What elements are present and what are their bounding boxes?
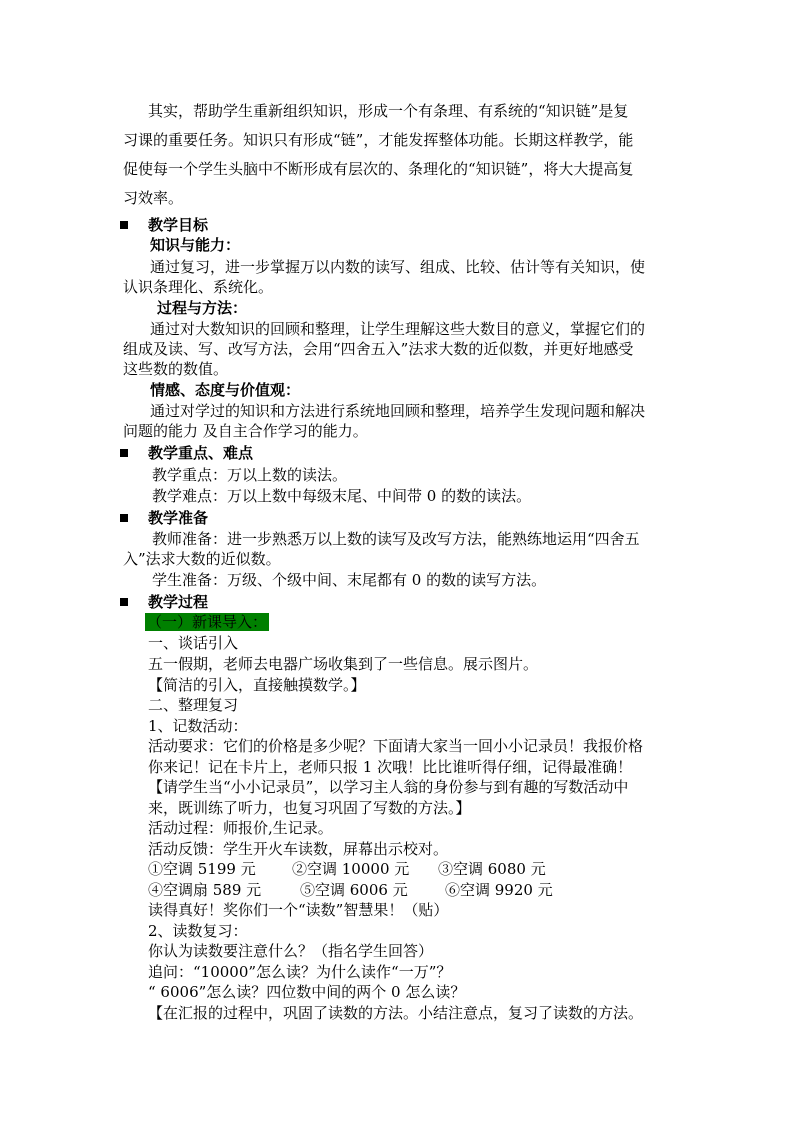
process-text-line: 追问：“10000”怎么读？为什么读作“一万”？ — [148, 963, 452, 981]
intro-line-1: 其实，帮助学生重新组织知识，形成一个有条理、有系统的“知识链”是复 — [148, 102, 629, 120]
process-text-line: 你认为读数要注意什么？（指名学生回答） — [148, 942, 434, 960]
price-item-3: ③空调 6080 元 — [438, 860, 546, 878]
preparation-line-2: 入”法求大数的近似数。 — [123, 550, 281, 568]
section-heading-key-points: 教学重点、难点 — [148, 444, 254, 462]
emotion-line-1: 通过对学过的知识和方法进行系统地回顾和整理，培养学生发现问题和解决 — [150, 402, 646, 420]
highlight-new-lesson — [145, 612, 269, 632]
process-text-line: 活动过程：师报价,生记录。 — [148, 819, 333, 837]
intro-line-3: 促使每一个学生头脑中不断形成有层次的、条理化的“知识链”，将大大提高复 — [123, 160, 634, 178]
preparation-line-1: 教师准备：进一步熟悉万以上数的读写及改写方法，能熟练地运用“四舍五 — [152, 530, 640, 548]
knowledge-line-2: 认识条理化、系统化。 — [123, 278, 274, 296]
process-text-line: 来，既训练了听力，也复习巩固了写数的方法。】 — [148, 799, 471, 817]
process-line-2: 组成及读、写、改写方法，会用“四舍五入”法求大数的近似数，并更好地感受 — [123, 340, 634, 358]
intro-line-2: 习课的重要任务。知识只有形成“链”，才能发挥整体功能。长期这样教学，能 — [123, 131, 634, 149]
process-text-line: “ 6006”怎么读？四位数中间的两个 0 怎么读？ — [148, 983, 466, 1001]
key-point-line-1: 教学重点：万以上数的读法。 — [152, 466, 348, 484]
preparation-line-3: 学生准备：万级、个级中间、末尾都有 0 的数的读写方法。 — [152, 571, 547, 589]
bullet-square-icon — [120, 514, 128, 522]
process-text-line: 【简洁的引入，直接触摸数学。】 — [148, 676, 366, 694]
section-heading-preparation: 教学准备 — [148, 509, 209, 527]
bullet-square-icon — [120, 221, 128, 229]
knowledge-title: 知识与能力： — [150, 236, 241, 254]
emotion-line-2: 问题的能力 及自主合作学习的能力。 — [123, 422, 368, 440]
process-text-line: 1、记数活动： — [148, 717, 248, 735]
bullet-square-icon — [120, 449, 128, 457]
highlight-text: （一）新课导入： — [147, 613, 268, 631]
section-heading-objectives: 教学目标 — [148, 216, 209, 234]
price-item-4: ④空调扇 589 元 — [148, 881, 262, 899]
knowledge-line-1: 通过复习，进一步掌握万以内数的读写、组成、比较、估计等有关知识，使 — [150, 258, 646, 276]
process-line-1: 通过对大数知识的回顾和整理，让学生理解这些大数目的意义，掌握它们的 — [150, 320, 646, 338]
process-text-line: 活动反馈：学生开火车读数，屏幕出示校对。 — [148, 840, 449, 858]
price-item-5: ⑤空调 6006 元 — [300, 881, 408, 899]
process-text-line: 【在汇报的过程中，巩固了读数的方法。小结注意点，复习了读数的方法。 — [148, 1004, 644, 1022]
process-text-line: 2、读数复习： — [148, 922, 248, 940]
process-text-line: 读得真好！奖你们一个“读数”智慧果！（贴） — [148, 901, 449, 919]
intro-line-4: 习效率。 — [123, 189, 184, 207]
process-title: 过程与方法： — [157, 299, 248, 317]
key-point-line-2: 教学难点：万以上数中每级末尾、中间带 0 的数的读法。 — [152, 487, 532, 505]
process-text-line: 【请学生当“小小记录员”，以学习主人翁的身份参与到有趣的写数活动中 — [148, 778, 629, 796]
process-text-line: 活动要求：它们的价格是多少呢？下面请大家当一回小小记录员！我报价格 — [148, 737, 644, 755]
process-line-3: 这些数的数值。 — [123, 360, 229, 378]
process-text-line: 你来记！记在卡片上，老师只报 1 次哦！比比谁听得仔细，记得最准确！ — [148, 758, 633, 776]
section-heading-process: 教学过程 — [148, 593, 209, 611]
process-text-line: 二、整理复习 — [148, 696, 239, 714]
price-item-1: ①空调 5199 元 — [148, 860, 256, 878]
process-text-line: 一、谈话引入 — [148, 634, 239, 652]
price-item-2: ②空调 10000 元 — [292, 860, 410, 878]
emotion-title: 情感、态度与价值观： — [150, 381, 301, 399]
bullet-square-icon — [120, 598, 128, 606]
process-text-line: 五一假期，老师去电器广场收集到了一些信息。展示图片。 — [148, 655, 539, 673]
price-item-6: ⑥空调 9920 元 — [445, 881, 553, 899]
